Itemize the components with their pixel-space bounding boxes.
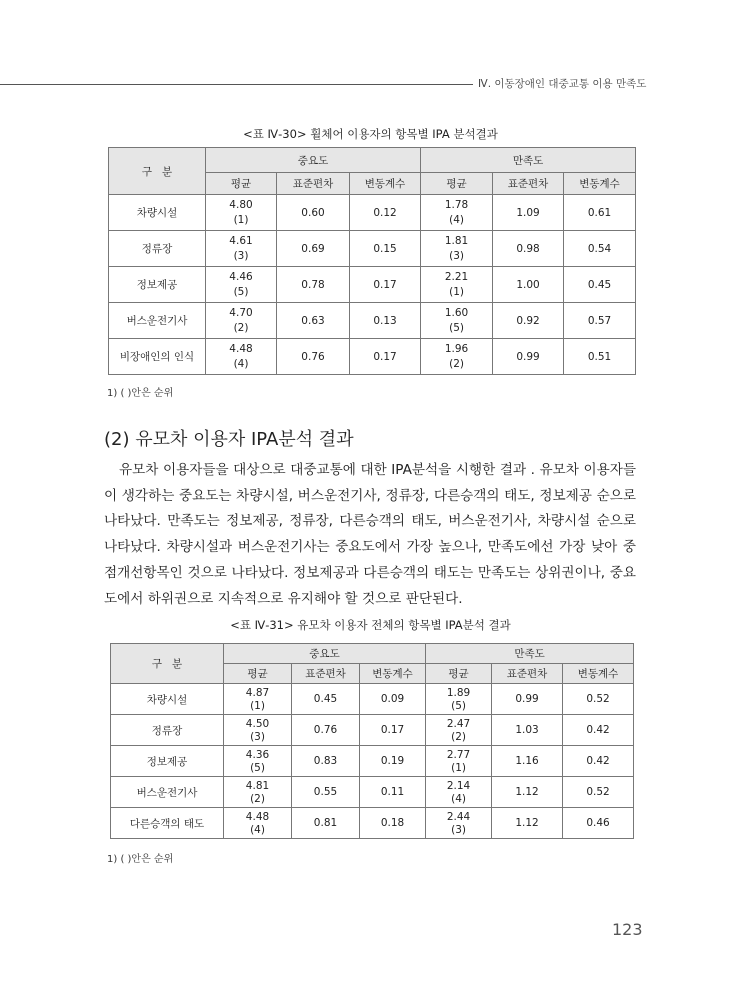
table-row (109, 231, 636, 267)
mean-value: 1.81 (444, 234, 469, 247)
importance-sd-cell: 0.78 (277, 267, 350, 303)
row-label: 정보제공 (109, 267, 206, 303)
mean-value: 2.21 (444, 270, 469, 283)
satisfaction-sd-cell: 1.00 (493, 267, 564, 303)
satisfaction-cv-cell: 0.45 (564, 267, 636, 303)
rank-value: (2) (449, 357, 464, 370)
mean-value: 1.78 (444, 198, 469, 211)
rank-value: (5) (451, 699, 466, 712)
mean-value: 4.48 (229, 342, 253, 355)
mean-value: 4.48 (245, 810, 270, 823)
satisfaction-sd-cell: 1.09 (493, 195, 564, 231)
importance-cv-cell: 0.17 (350, 339, 421, 375)
rank-value: (4) (250, 823, 265, 836)
mean-value: 1.60 (444, 306, 469, 319)
importance-sd-cell: 0.81 (292, 808, 360, 839)
mean-value: 2.47 (446, 717, 471, 730)
rank-value: (3) (449, 249, 464, 262)
mean-value: 4.50 (245, 717, 270, 730)
importance-mean-cell (224, 746, 292, 777)
rank-value: (2) (250, 792, 265, 805)
rank-value: (4) (451, 792, 466, 805)
rank-value: (3) (451, 823, 466, 836)
row-label: 다른승객의 태도 (111, 808, 224, 839)
mean-value: 4.81 (245, 779, 270, 792)
rank-value: (3) (250, 730, 265, 743)
satisfaction-cv-cell: 0.52 (563, 684, 634, 715)
satisfaction-mean-cell (421, 231, 493, 267)
table1-subheader: 표준편차 (277, 173, 350, 195)
importance-mean-cell (206, 195, 277, 231)
mean-value: 4.46 (229, 270, 253, 283)
row-label: 버스운전기사 (109, 303, 206, 339)
satisfaction-cv-cell: 0.42 (563, 746, 634, 777)
section-paragraph-text: 유모차 이용자들을 대상으로 대중교통에 대한 IPA분석을 시행한 결과 . 유모차 이용자들이 생각하는 중요도는 차량시설, 버스운전기사, 정류장, 다른승객의 태도, 정보제공 순으로 나타났다. 만족도는 정보제공, 정류장, 다른승객의 태도, 버스운전기사, 차량시설 순으로 나타났다. 차량시설과 버스운전기사는 중요도에서 가장 높으나, 만족도에선 가장 낮아 중점개선항목인 것으로 나타났다. 정보제공과 다른승객의 태도는 만족도는 상위권이나, 중요도에서 하위권으로 지속적으로 유지해야 할 것으로 판단된다. (104, 462, 636, 607)
importance-mean-cell (206, 267, 277, 303)
table-row (111, 715, 634, 746)
importance-cv-cell: 0.12 (350, 195, 421, 231)
table2-subheader: 평균 (426, 664, 492, 684)
satisfaction-cv-cell: 0.42 (563, 715, 634, 746)
importance-sd-cell: 0.63 (277, 303, 350, 339)
importance-cv-cell: 0.17 (350, 267, 421, 303)
table2-note: 1) ( )안은 순위 (107, 854, 174, 865)
importance-mean-cell (224, 715, 292, 746)
row-label: 정보제공 (111, 746, 224, 777)
importance-cv-cell: 0.19 (360, 746, 426, 777)
satisfaction-mean-cell (421, 267, 493, 303)
mean-value: 2.14 (446, 779, 471, 792)
mean-value: 4.70 (229, 306, 253, 319)
table1-category-header: 구 분 (109, 148, 206, 195)
importance-sd-cell: 0.69 (277, 231, 350, 267)
satisfaction-cv-cell: 0.57 (564, 303, 636, 339)
satisfaction-sd-cell: 1.03 (492, 715, 563, 746)
importance-cv-cell: 0.17 (360, 715, 426, 746)
satisfaction-cv-cell: 0.52 (563, 777, 634, 808)
satisfaction-mean-cell (426, 777, 492, 808)
satisfaction-cv-cell: 0.51 (564, 339, 636, 375)
mean-value: 4.61 (229, 234, 253, 247)
row-label: 비장애인의 인식 (109, 339, 206, 375)
table1-subheader: 표준편차 (493, 173, 564, 195)
rank-value: (4) (233, 357, 249, 370)
rank-value: (2) (451, 730, 466, 743)
satisfaction-mean-cell (426, 715, 492, 746)
table2-title: <표 Ⅳ-31> 유모차 이용자 전체의 항목별 IPA분석 결과 (230, 618, 511, 632)
importance-mean-cell (206, 303, 277, 339)
section-paragraph (104, 458, 636, 612)
rank-value: (5) (449, 321, 464, 334)
importance-cv-cell: 0.09 (360, 684, 426, 715)
table-row (111, 777, 634, 808)
satisfaction-mean-cell (426, 808, 492, 839)
mean-value: 4.36 (245, 748, 270, 761)
rank-value: (4) (449, 213, 464, 226)
importance-cv-cell: 0.15 (350, 231, 421, 267)
mean-value: 2.77 (446, 748, 471, 761)
table1-subheader: 변동계수 (350, 173, 421, 195)
table1-subheader: 변동계수 (564, 173, 636, 195)
table2-subheader: 변동계수 (563, 664, 634, 684)
rank-value: (3) (233, 249, 249, 262)
satisfaction-sd-cell: 0.99 (493, 339, 564, 375)
importance-sd-cell: 0.76 (292, 715, 360, 746)
satisfaction-mean-cell (426, 746, 492, 777)
table2-satisfaction-header: 만족도 (426, 644, 634, 664)
satisfaction-cv-cell: 0.61 (564, 195, 636, 231)
satisfaction-mean-cell (421, 339, 493, 375)
chapter-header: Ⅳ. 이동장애인 대중교통 이용 만족도 (478, 78, 647, 90)
importance-sd-cell: 0.76 (277, 339, 350, 375)
mean-value: 1.96 (444, 342, 469, 355)
table1-subheader: 평균 (421, 173, 493, 195)
importance-mean-cell (224, 808, 292, 839)
row-label: 정류장 (109, 231, 206, 267)
rank-value: (2) (233, 321, 249, 334)
table2-subheader: 표준편차 (292, 664, 360, 684)
table-row (111, 746, 634, 777)
importance-sd-cell: 0.60 (277, 195, 350, 231)
table2 (110, 643, 634, 839)
satisfaction-sd-cell: 1.16 (492, 746, 563, 777)
importance-mean-cell (206, 339, 277, 375)
satisfaction-sd-cell: 1.12 (492, 808, 563, 839)
importance-mean-cell (224, 684, 292, 715)
table-row (109, 339, 636, 375)
importance-cv-cell: 0.18 (360, 808, 426, 839)
table2-category-header: 구 분 (111, 644, 224, 684)
mean-value: 2.44 (446, 810, 471, 823)
rank-value: (1) (250, 699, 265, 712)
mean-value: 4.80 (229, 198, 253, 211)
table-row (111, 684, 634, 715)
importance-sd-cell: 0.83 (292, 746, 360, 777)
table-row (109, 303, 636, 339)
rank-value: (1) (233, 213, 249, 226)
importance-cv-cell: 0.13 (350, 303, 421, 339)
table-row (111, 808, 634, 839)
satisfaction-sd-cell: 0.92 (493, 303, 564, 339)
table-row (109, 195, 636, 231)
page-number: 123 (612, 920, 643, 939)
satisfaction-sd-cell: 1.12 (492, 777, 563, 808)
rank-value: (1) (449, 285, 464, 298)
satisfaction-sd-cell: 0.98 (493, 231, 564, 267)
satisfaction-mean-cell (426, 684, 492, 715)
satisfaction-cv-cell: 0.46 (563, 808, 634, 839)
satisfaction-mean-cell (421, 195, 493, 231)
table1-importance-header: 중요도 (206, 148, 421, 173)
rank-value: (5) (233, 285, 249, 298)
mean-value: 1.89 (446, 686, 471, 699)
rank-value: (1) (451, 761, 466, 774)
table1-note: 1) ( )안은 순위 (107, 388, 174, 399)
importance-sd-cell: 0.45 (292, 684, 360, 715)
table2-subheader: 변동계수 (360, 664, 426, 684)
satisfaction-sd-cell: 0.99 (492, 684, 563, 715)
table1-satisfaction-header: 만족도 (421, 148, 636, 173)
mean-value: 4.87 (245, 686, 270, 699)
satisfaction-mean-cell (421, 303, 493, 339)
row-label: 차량시설 (109, 195, 206, 231)
table2-importance-header: 중요도 (224, 644, 426, 664)
row-label: 차량시설 (111, 684, 224, 715)
table2-subheader: 평균 (224, 664, 292, 684)
importance-mean-cell (224, 777, 292, 808)
header-rule (0, 84, 473, 85)
row-label: 정류장 (111, 715, 224, 746)
satisfaction-cv-cell: 0.54 (564, 231, 636, 267)
table1 (108, 147, 636, 375)
rank-value: (5) (250, 761, 265, 774)
table1-subheader: 평균 (206, 173, 277, 195)
importance-cv-cell: 0.11 (360, 777, 426, 808)
section-heading: (2) 유모차 이용자 IPA분석 결과 (104, 429, 354, 450)
table2-subheader: 표준편차 (492, 664, 563, 684)
row-label: 버스운전기사 (111, 777, 224, 808)
table-row (109, 267, 636, 303)
importance-mean-cell (206, 231, 277, 267)
table1-title: <표 Ⅳ-30> 휠체어 이용자의 항목별 IPA 분석결과 (243, 127, 498, 141)
importance-sd-cell: 0.55 (292, 777, 360, 808)
